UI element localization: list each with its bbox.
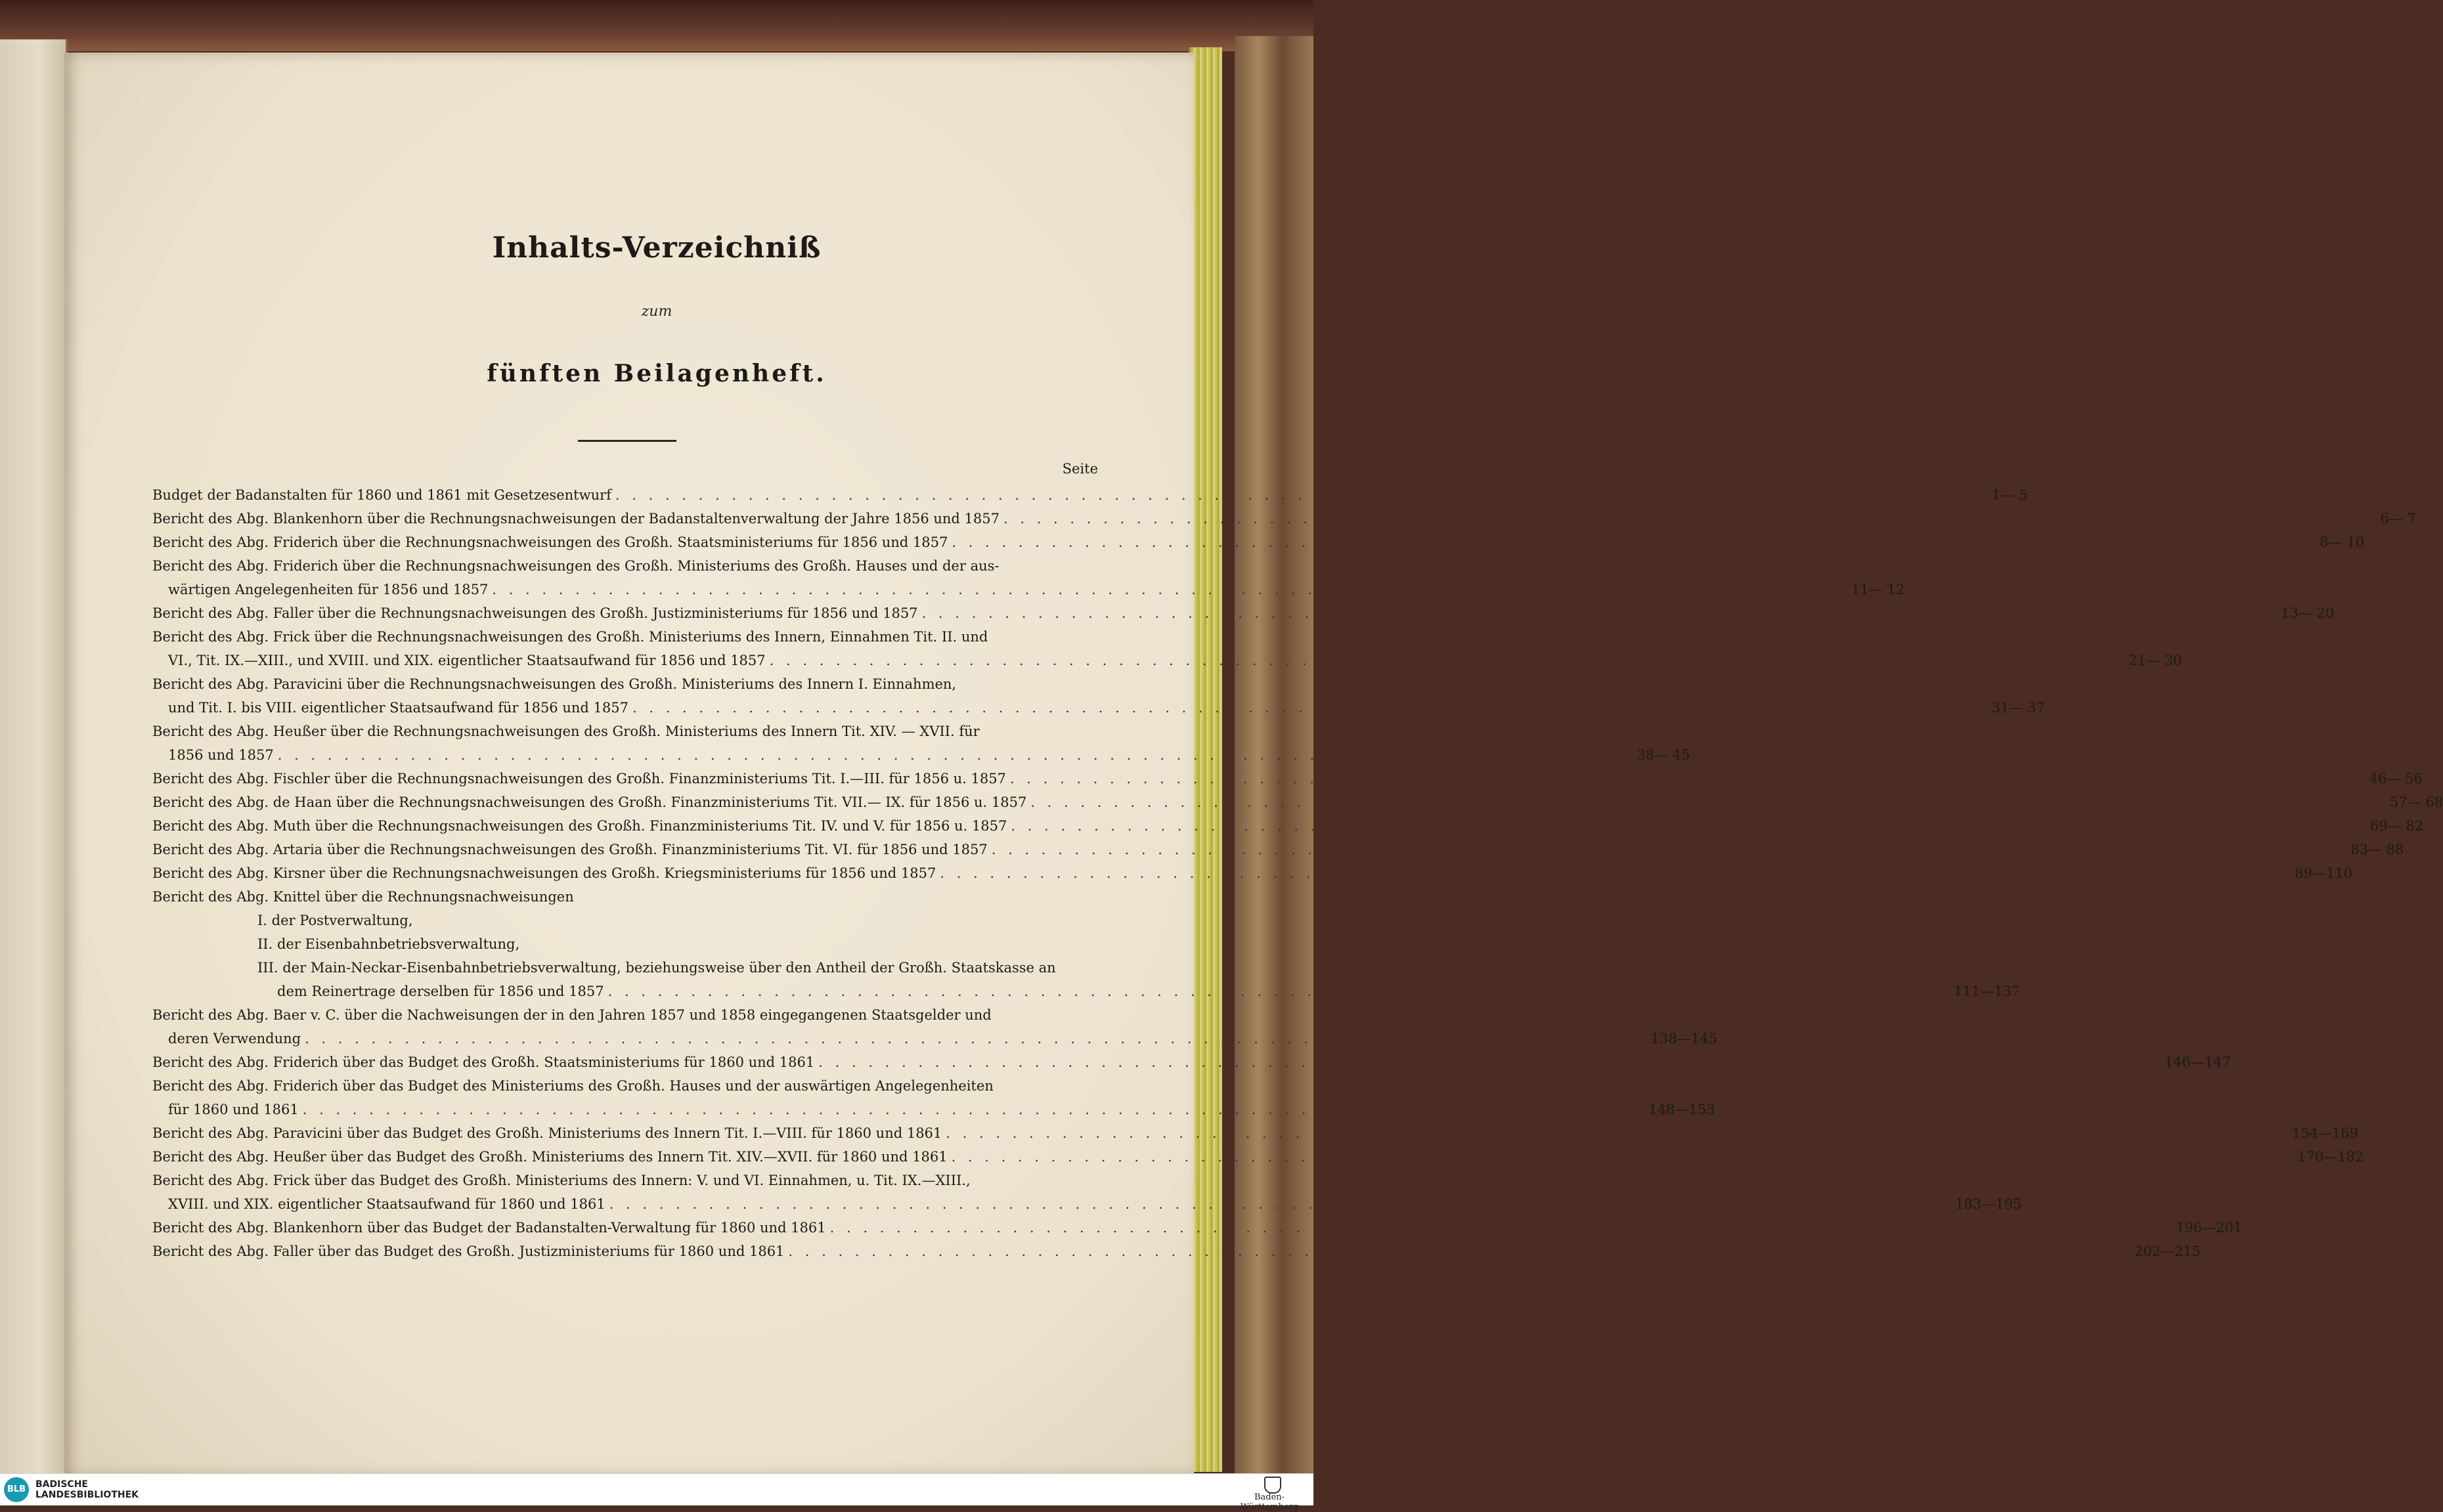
toc-entry-line xyxy=(152,956,1098,980)
toc-entry xyxy=(152,1050,2231,1074)
toc-entry-line xyxy=(152,838,2404,861)
toc-entry-text: Bericht des Abg. Blankenhorn über die Rechnungsnachweisungen der Badanstaltenverwaltung der Jahre 1856 und 1857 xyxy=(152,511,1000,527)
toc-entry-text: Bericht des Abg. Kirsner über die Rechnungsnachweisungen des Großh. Kriegsministeriums für 1856 und 1857 xyxy=(152,865,936,881)
toc-page-range: 6— 7 xyxy=(2380,511,2416,527)
toc-entry-line xyxy=(152,1145,2364,1169)
leader-dots xyxy=(948,530,2292,554)
toc-entry-line xyxy=(152,1240,2201,1263)
toc-page-range: 196—201 xyxy=(2176,1220,2243,1236)
toc-entry-text: dem Reinertrage derselben für 1856 und 1857 xyxy=(277,983,604,999)
toc-entry-line xyxy=(152,980,2021,1003)
toc-page-range: 138—145 xyxy=(1650,1031,1717,1047)
toc-entry xyxy=(152,1074,1715,1121)
library-name-line1: BADISCHE xyxy=(35,1479,88,1490)
toc-entry-text: Bericht des Abg. Faller über das Budget des Großh. Justizministeriums für 1860 und 1861 xyxy=(152,1243,785,1259)
leader-dots xyxy=(301,1027,1645,1050)
toc-page-range: 31— 37 xyxy=(1991,700,2045,716)
toc-entry-line xyxy=(152,625,1098,649)
toc-page-range: 170—182 xyxy=(2297,1149,2364,1165)
toc-entry-line xyxy=(152,507,2416,530)
toc-entry xyxy=(152,861,2353,885)
table-of-contents xyxy=(152,483,2443,1263)
toc-entry-line xyxy=(152,601,2335,625)
toc-entry-text: Bericht des Abg. Friderich über das Budget des Ministeriums des Großh. Hauses und der auswärtigen Angelegenheiten xyxy=(152,1078,994,1094)
leader-dots xyxy=(918,601,2262,625)
toc-page-range: 38— 45 xyxy=(1637,747,1690,763)
leader-dots xyxy=(604,980,1948,1003)
page-column-header: Seite xyxy=(1062,461,1098,477)
toc-entry xyxy=(152,483,2028,507)
toc-page-range: 21— 30 xyxy=(2128,653,2182,668)
library-name-line2: LANDESBIBLIOTHEK xyxy=(35,1490,139,1500)
toc-entry-text: Bericht des Abg. Friderich über die Rechnungsnachweisungen des Großh. Ministeriums des Großh. Hauses und der aus- xyxy=(152,558,1000,574)
toc-entry-line xyxy=(152,909,1098,932)
toc-entry xyxy=(152,1240,2201,1263)
toc-entry xyxy=(152,507,2416,530)
leader-dots xyxy=(274,743,1618,767)
leader-dots xyxy=(1006,767,2350,790)
coat-of-arms-icon xyxy=(1264,1477,1281,1494)
toc-entry-text: Bericht des Abg. Artaria über die Rechnungsnachweisungen des Großh. Finanzministeriums Tit. VI. für 1856 und 1857 xyxy=(152,842,988,857)
toc-entry-line xyxy=(152,672,1098,696)
page-subtitle: fünften Beilagenheft. xyxy=(487,360,827,387)
toc-entry-text: 1856 und 1857 xyxy=(168,747,274,763)
toc-entry-line xyxy=(152,932,1098,956)
toc-entry-line xyxy=(152,554,1098,578)
toc-entry xyxy=(152,1145,2364,1169)
leader-dots xyxy=(628,696,1973,720)
toc-entry-text: II. der Eisenbahnbetriebsverwaltung, xyxy=(257,936,520,952)
leader-dots xyxy=(784,1240,2128,1263)
toc-entry xyxy=(152,720,1690,767)
toc-page-range: 154—169 xyxy=(2291,1125,2359,1141)
toc-page-range: 13— 20 xyxy=(2281,605,2335,621)
toc-page-range: 111—137 xyxy=(1954,983,2021,999)
toc-entry-text: III. der Main-Neckar-Eisenbahnbetriebsverwaltung, beziehungsweise über den Antheil der Großh. Staatskasse an xyxy=(257,960,1056,976)
toc-entry xyxy=(152,554,1905,601)
toc-entry-text: Bericht des Abg. Paravicini über das Budget des Großh. Ministeriums des Innern Tit. I.—VIII. für 1860 und 1861 xyxy=(152,1125,942,1141)
toc-entry-line xyxy=(152,1216,2243,1240)
toc-entry-text: Budget der Badanstalten für 1860 und 1861 mit Gesetzesentwurf xyxy=(152,487,611,503)
toc-entry-line xyxy=(152,743,1690,767)
toc-entry-text: wärtigen Angelegenheiten für 1856 und 1857 xyxy=(168,582,489,597)
title-connector: zum xyxy=(641,303,672,320)
toc-entry-line xyxy=(152,530,2365,554)
leader-dots xyxy=(826,1216,2170,1240)
toc-entry-text: Bericht des Abg. Heußer über das Budget des Großh. Ministeriums des Innern Tit. XIV.—XVII. für 1860 und 1861 xyxy=(152,1149,948,1165)
toc-entry-line xyxy=(152,1098,1715,1121)
toc-entry-text: Bericht des Abg. Friderich über das Budget des Großh. Staatsministeriums für 1860 und 1861 xyxy=(152,1054,815,1070)
leader-dots xyxy=(936,861,2280,885)
toc-entry-line xyxy=(152,1003,1098,1027)
leader-dots xyxy=(766,649,2110,672)
toc-page-range: 202—215 xyxy=(2134,1243,2201,1259)
toc-entry xyxy=(152,1121,2359,1145)
leader-dots xyxy=(1000,507,2344,530)
leader-dots xyxy=(611,483,1956,507)
blb-logo-icon: BLB xyxy=(4,1477,29,1502)
leader-dots xyxy=(299,1098,1643,1121)
toc-entry-line xyxy=(152,1121,2359,1145)
book-cover-top xyxy=(0,0,1313,51)
toc-entry-text: VI., Tit. IX.—XIII., und XVIII. und XIX. eigentlicher Staatsaufwand für 1856 und 1857 xyxy=(168,653,766,668)
toc-entry xyxy=(152,885,2021,1003)
toc-entry-line xyxy=(152,483,2028,507)
toc-entry-text: Bericht des Abg. Friderich über die Rechnungsnachweisungen des Großh. Staatsministeriums für 1856 und 1857 xyxy=(152,534,948,550)
leader-dots xyxy=(948,1145,2292,1169)
toc-entry xyxy=(152,530,2365,554)
toc-entry-line xyxy=(152,696,2045,720)
toc-entry xyxy=(152,1216,2243,1240)
toc-entry-text: Bericht des Abg. Blankenhorn über das Budget der Badanstalten-Verwaltung für 1860 und 1861 xyxy=(152,1220,826,1236)
toc-entry xyxy=(152,767,2423,790)
toc-entry-line xyxy=(152,814,2424,838)
toc-entry-line xyxy=(152,1074,1098,1098)
leader-dots xyxy=(1007,814,2351,838)
toc-entry-line xyxy=(152,1169,1098,1192)
toc-entry-text: Bericht des Abg. de Haan über die Rechnungsnachweisungen des Großh. Finanzministeriums Tit. VII.— IX. für 1856 u. 1857 xyxy=(152,794,1027,810)
toc-entry-line xyxy=(152,720,1098,743)
library-name xyxy=(35,1479,139,1500)
toc-page-range: 1— 5 xyxy=(1992,487,2028,503)
toc-entry xyxy=(152,672,2045,720)
toc-page-range: 11— 12 xyxy=(1851,582,1905,597)
toc-entry-text: Bericht des Abg. Baer v. C. über die Nachweisungen der in den Jahren 1857 und 1858 eingegangenen Staatsgelder und xyxy=(152,1007,992,1023)
toc-entry-text: Bericht des Abg. Frick über das Budget des Großh. Ministeriums des Innern: V. und VI. Einnahmen, u. Tit. IX.—XIII., xyxy=(152,1173,971,1188)
title-divider xyxy=(578,440,676,442)
toc-entry-line xyxy=(152,861,2353,885)
toc-entry xyxy=(152,790,2443,814)
leader-dots xyxy=(605,1192,1950,1216)
leader-dots xyxy=(488,578,1832,601)
state-name: Baden-Württemberg xyxy=(1240,1492,1299,1512)
toc-entry xyxy=(152,814,2424,838)
toc-entry xyxy=(152,838,2404,861)
toc-entry-text: Bericht des Abg. Fischler über die Rechnungsnachweisungen des Großh. Finanzministeriums Tit. I.—III. für 1856 u. 1857 xyxy=(152,771,1006,787)
toc-page-range: 89—110 xyxy=(2295,865,2353,881)
toc-entry-text: Bericht des Abg. Heußer über die Rechnungsnachweisungen des Großh. Ministeriums des Innern Tit. XIV. — XVII. für xyxy=(152,724,980,739)
leader-dots xyxy=(1026,790,2371,814)
toc-entry-text: Bericht des Abg. Knittel über die Rechnungsnachweisungen xyxy=(152,889,574,905)
toc-entry-line xyxy=(152,1192,2022,1216)
toc-page-range: 46— 56 xyxy=(2369,771,2423,787)
toc-page-range: 8— 10 xyxy=(2320,534,2365,550)
toc-entry-line xyxy=(152,790,2443,814)
toc-entry-text: XVIII. und XIX. eigentlicher Staatsaufwand für 1860 und 1861 xyxy=(168,1196,605,1212)
toc-entry-text: und Tit. I. bis VIII. eigentlicher Staatsaufwand für 1856 und 1857 xyxy=(168,700,628,716)
toc-entry-line xyxy=(152,578,1905,601)
toc-entry-line xyxy=(152,1027,1717,1050)
toc-entry-text: Bericht des Abg. Muth über die Rechnungsnachweisungen des Großh. Finanzministeriums Tit. IV. und V. für 1856 u. 1857 xyxy=(152,818,1007,834)
toc-entry xyxy=(152,601,2335,625)
toc-page-range: 148—153 xyxy=(1648,1102,1715,1117)
footer-bar xyxy=(0,1473,1313,1512)
page-title: Inhalts-Verzeichniß xyxy=(492,231,822,265)
leader-dots xyxy=(814,1050,2159,1074)
leader-dots xyxy=(942,1121,2286,1145)
toc-entry-line xyxy=(152,767,2423,790)
leader-dots xyxy=(988,838,2332,861)
toc-entry xyxy=(152,1169,2022,1216)
toc-page-range: 57— 68 xyxy=(2389,794,2443,810)
toc-entry-line xyxy=(152,649,2182,672)
toc-entry-text: Bericht des Abg. Faller über die Rechnungsnachweisungen des Großh. Justizministeriums für 1856 und 1857 xyxy=(152,605,918,621)
toc-entry-text: I. der Postverwaltung, xyxy=(257,913,413,928)
toc-page-range: 83— 88 xyxy=(2350,842,2404,857)
toc-page-range: 69— 82 xyxy=(2369,818,2424,834)
toc-entry-text: Bericht des Abg. Paravicini über die Rechnungsnachweisungen des Großh. Ministeriums des Innern I. Einnahmen, xyxy=(152,676,957,692)
toc-entry-line xyxy=(152,1050,2231,1074)
toc-entry-text: deren Verwendung xyxy=(168,1031,301,1047)
toc-entry-text: für 1860 und 1861 xyxy=(168,1102,299,1117)
toc-entry xyxy=(152,625,2182,672)
toc-page-range: 146—147 xyxy=(2164,1054,2231,1070)
toc-entry-text: Bericht des Abg. Frick über die Rechnungsnachweisungen des Großh. Ministeriums des Innern, Einnahmen Tit. II. und xyxy=(152,629,988,645)
toc-page-range: 183—195 xyxy=(1955,1196,2022,1212)
toc-entry xyxy=(152,1003,1717,1050)
toc-entry-line xyxy=(152,885,1098,909)
